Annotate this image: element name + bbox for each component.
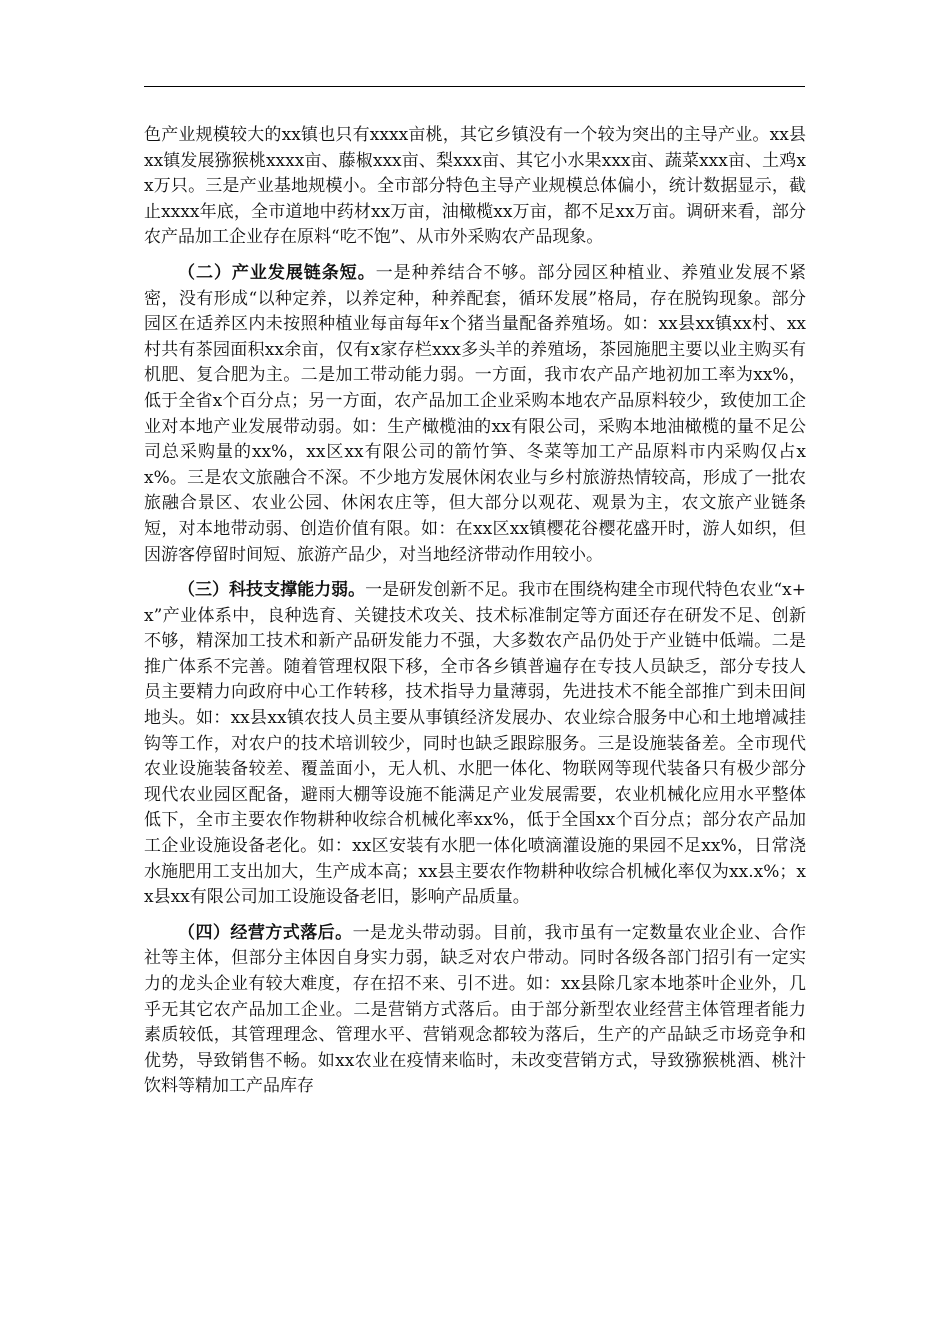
header-rule [144,86,805,87]
document-body [144,123,806,1110]
section-heading: （三）科技支撑能力弱。 [178,580,366,601]
paragraph-text: 色产业规模较大的xx镇也只有xxxx亩桃，其它乡镇没有一个较为突出的主导产业。xx县xx镇发展猕猴桃xxxx亩、藤椒xxx亩、梨xxx亩、其它小水果xxx亩、蔬菜xxx亩、土鸡xx万只。三是产业基地规模小。全市部分特色主导产业规模总体偏小，统计数据显示，截止xxxx年底，全市道地中药材xx万亩，油橄榄xx万亩，都不足xx万亩。调研来看，部分农产品加工企业存在原料“吃不饱”、从市外采购农产品现象。 [144,125,806,248]
paragraph-tech-support [144,578,806,911]
paragraph-text: 一是种养结合不够。部分园区种植业、养殖业发展不紧密，没有形成“以种定养，以养定种，种养配套，循环发展”格局，存在脱钩现象。部分园区在适养区内未按照种植业每亩每年x个猪当量配备养殖场。如：xx县xx镇xx村、xx村共有茶园面积xx余亩，仅有x家存栏xxx多头羊的养殖场，茶园施肥主要以业主购买有机肥、复合肥为主。二是加工带动能力弱。一方面，我市农产品产地初加工率为xx%，低于全省x个百分点；另一方面，农产品加工企业采购本地农产品原料较少，致使加工企业对本地产业发展带动弱。如：生产橄榄油的xx有限公司，采购本地油橄榄的量不足公司总采购量的xx%，xx区xx有限公司的箭竹笋、冬菜等加工产品原料市内采购仅占xx%。三是农文旅融合不深。不少地方发展休闲农业与乡村旅游热情较高，形成了一批农旅融合景区、农业公园、休闲农庄等，但大部分以观花、观景为主，农文旅产业链条短，对本地带动弱、创造价值有限。如：在xx区xx镇樱花谷樱花盛开时，游人如织，但因游客停留时间短、旅游产品少，对当地经济带动作用较小。 [144,262,807,565]
section-heading: （二）产业发展链条短。 [178,262,376,283]
paragraph-industry-chain [144,261,806,568]
paragraph-business-model [144,921,806,1100]
paragraph-text: 一是龙头带动弱。目前，我市虽有一定数量农业企业、合作社等主体，但部分主体因自身实力弱，缺乏对农户带动。同时各级各部门招引有一定实力的龙头企业有较大难度，存在招不来、引不进。如：xx县除几家本地茶叶企业外，几乎无其它农产品加工企业。二是营销方式落后。由于部分新型农业经营主体管理者能力素质较低，其管理理念、管理水平、营销观念都较为落后，生产的产品缺乏市场竞争和优势，导致销售不畅。如xx农业在疫情来临时，未改变营销方式，导致猕猴桃酒、桃汁饮料等精加工产品库存 [144,922,807,1097]
section-heading: （四）经营方式落后。 [178,922,353,943]
paragraph-continued [144,123,806,251]
paragraph-text: 一是研发创新不足。我市在围绕构建全市现代特色农业“x+x”产业体系中，良种选育、关键技术攻关、技术标准制定等方面还存在研发不足、创新不够，精深加工技术和新产品研发能力不强，大多数农产品仍处于产业链中低端。二是推广体系不完善。随着管理权限下移，全市各乡镇普遍存在专技人员缺乏，部分专技人员主要精力向政府中心工作转移，技术指导力量薄弱，先进技术不能全部推广到未田间地头。如：xx县xx镇农技人员主要从事镇经济发展办、农业综合服务中心和土地增减挂钩等工作，对农户的技术培训较少，同时也缺乏跟踪服务。三是设施装备差。全市现代农业设施装备较差、覆盖面小，无人机、水肥一体化、物联网等现代装备只有极少部分现代农业园区配备，避雨大棚等设施不能满足产业发展需要，农业机械化应用水平整体低下，全市主要农作物耕种收综合机械化率xx%，低于全国xx个百分点；部分农产品加工企业设施设备老化。如：xx区安装有水肥一体化喷滴灌设施的果园不足xx%，日常浇水施肥用工支出加大，生产成本高；xx县主要农作物耕种收综合机械化率仅为xx.x%；xx县xx有限公司加工设施设备老旧，影响产品质量。 [144,580,806,908]
